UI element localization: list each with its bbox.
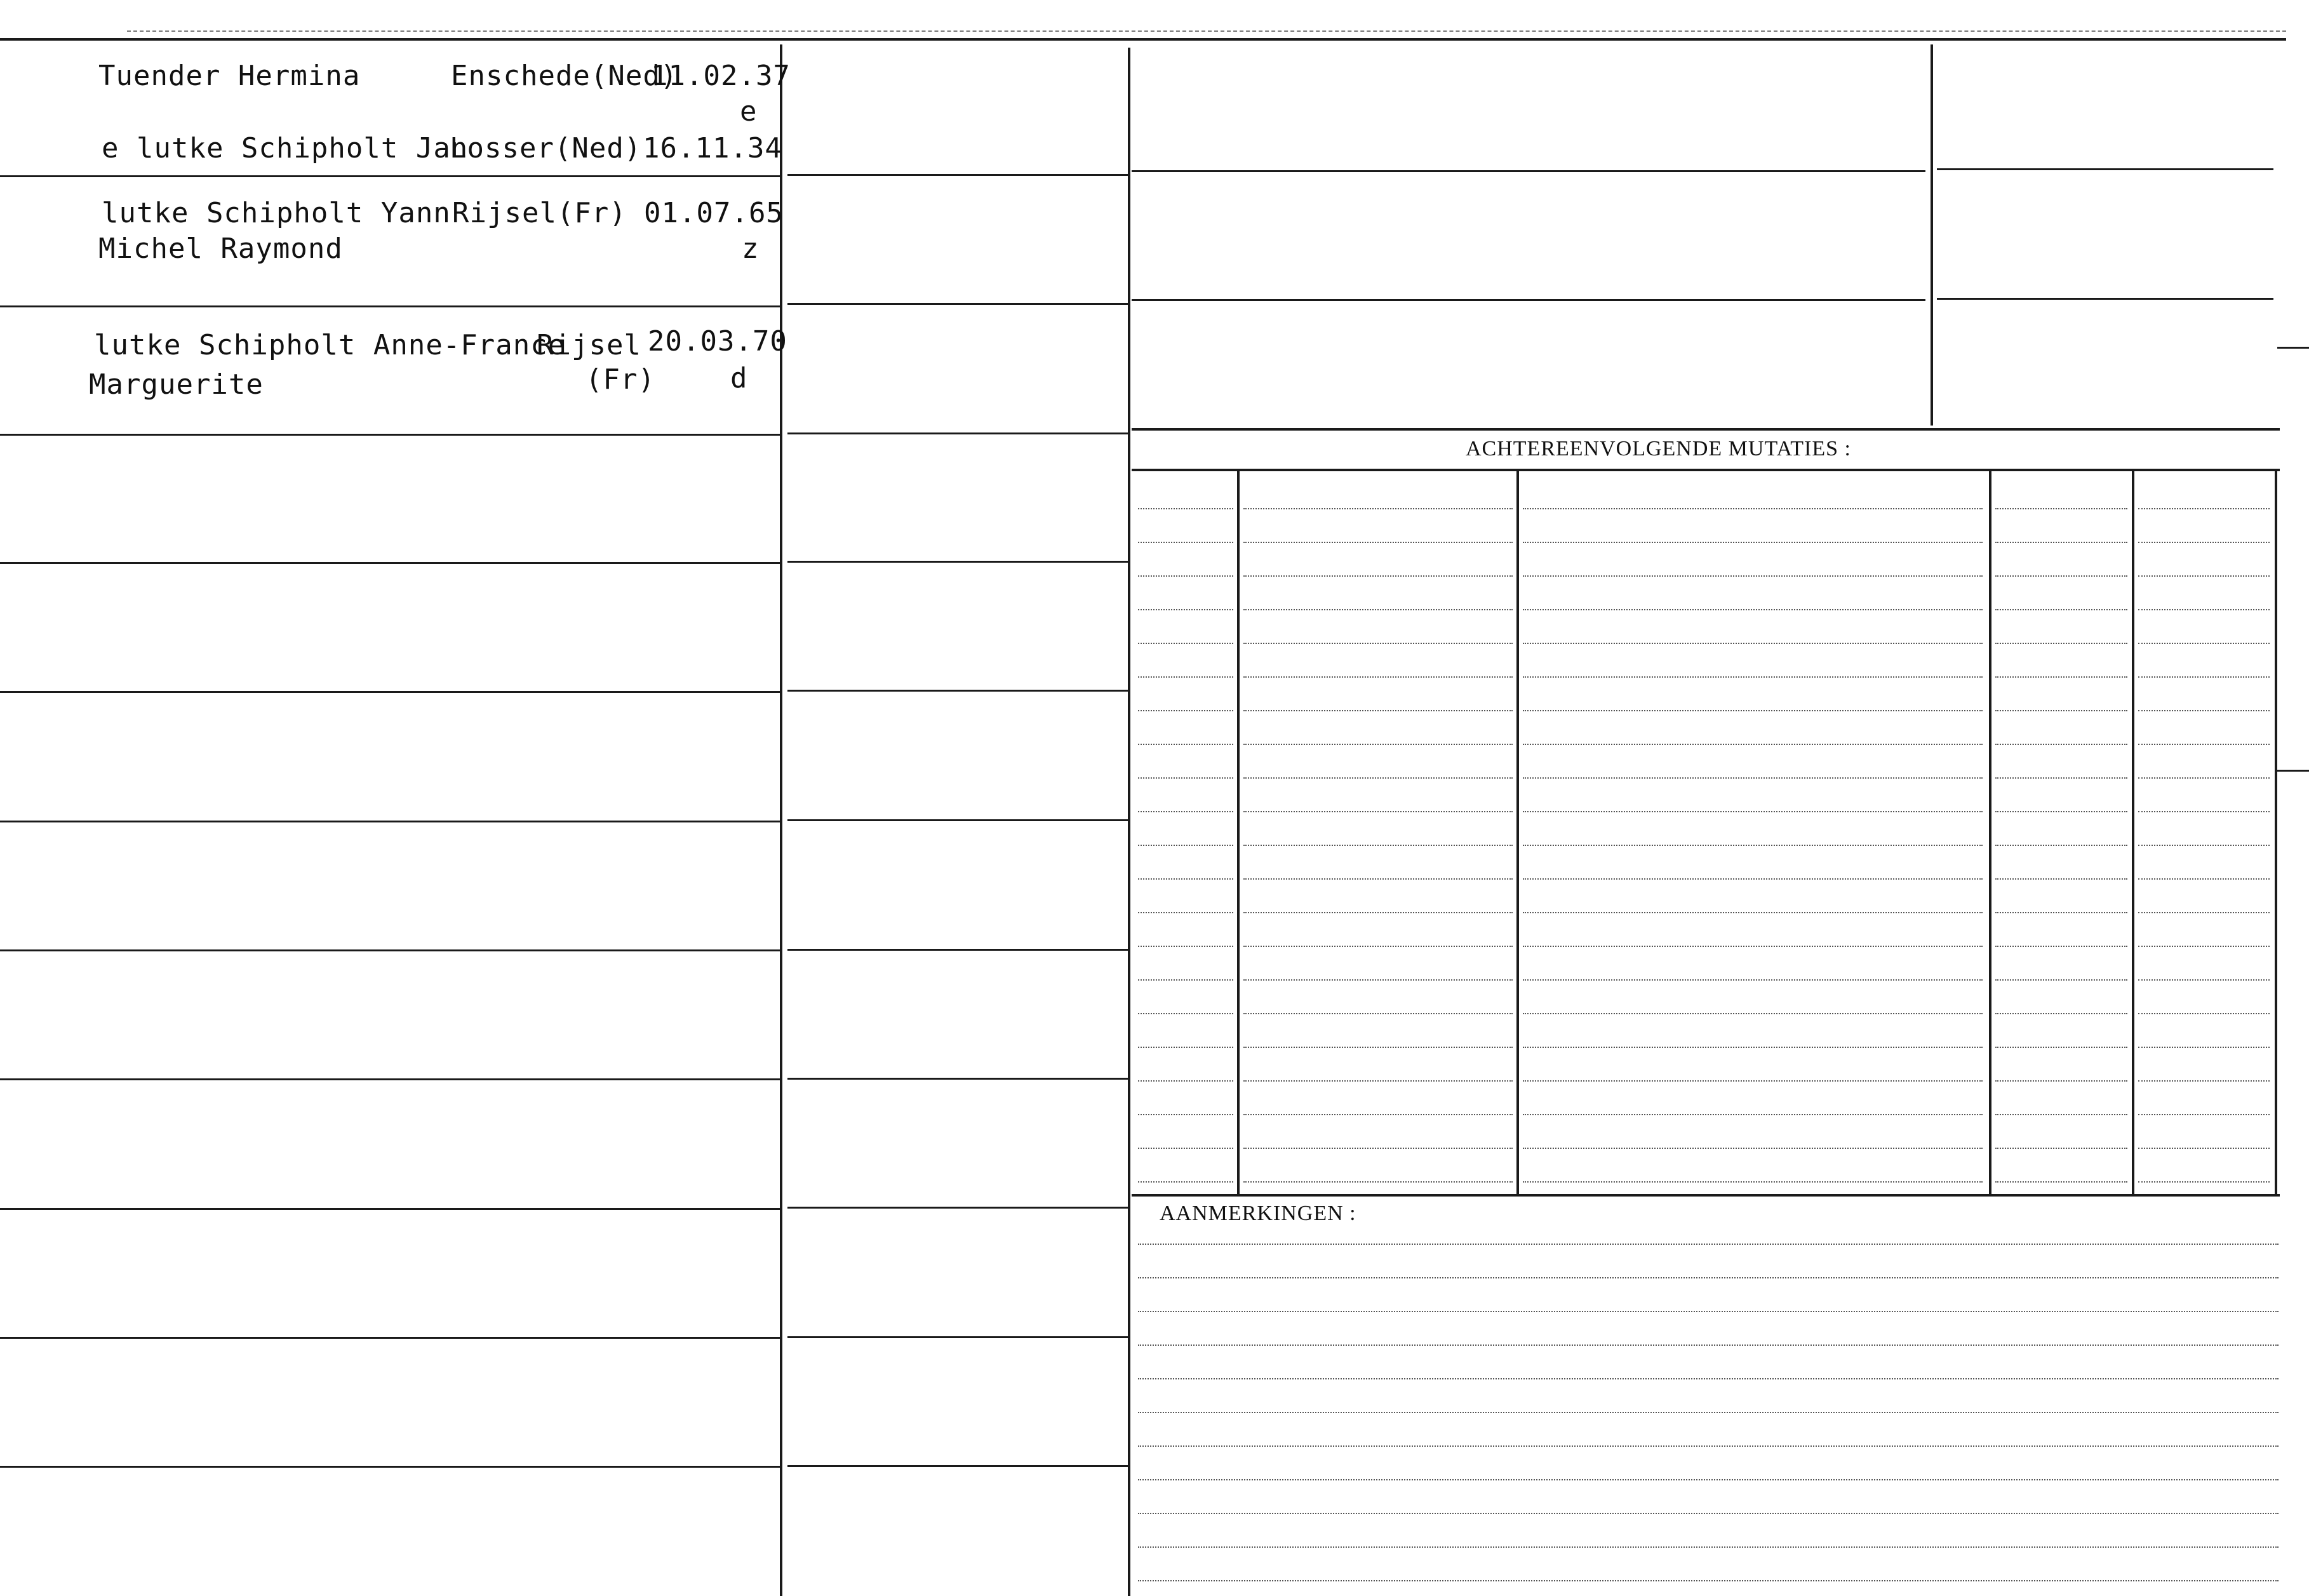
remarks-rule [1138, 1311, 2279, 1312]
mutations-rule [1243, 811, 1513, 812]
mutations-col-divider [1989, 471, 1991, 1194]
entry-date: 01.07.65 [644, 197, 784, 229]
entry-date: 16.11.34 [643, 132, 782, 164]
entry-mark: e [740, 95, 758, 128]
mutations-rule [1523, 811, 1983, 812]
mutations-rule [1243, 1114, 1513, 1115]
mutations-rule [1995, 609, 2127, 610]
mutations-grid [1132, 471, 2280, 1195]
mutations-rule [1138, 878, 1233, 880]
middle-row-line [787, 690, 1128, 692]
entry-name: lutke Schipholt Yann [102, 197, 451, 229]
left-column-divider [780, 44, 782, 1596]
mutations-rule [1138, 609, 1233, 610]
left-row-line [0, 305, 780, 307]
mutations-rule [1138, 1181, 1233, 1183]
entry-mark: d [730, 362, 748, 394]
mutations-rule [1995, 1013, 2127, 1014]
remarks-rule [1138, 1412, 2279, 1413]
mutations-rule [2138, 979, 2270, 981]
mutations-rule [1138, 710, 1233, 711]
mutations-rule [1523, 710, 1983, 711]
mutations-rule [2138, 777, 2270, 779]
entry-name: Tuender Hermina [98, 60, 361, 92]
mutations-rule [2138, 1148, 2270, 1149]
mutations-rule [1138, 542, 1233, 543]
mutations-rule [2138, 575, 2270, 577]
entry-birthplace: Losser(Ned) [450, 132, 642, 164]
mutations-rule [1995, 811, 2127, 812]
mutations-col-divider [2275, 471, 2277, 1194]
mutations-rule [1995, 1181, 2127, 1183]
mutations-rule [1138, 979, 1233, 981]
mutations-rule [1523, 1047, 1983, 1048]
mutations-rule [1523, 878, 1983, 880]
mutations-rule [1243, 676, 1513, 678]
mutations-rule [1995, 542, 2127, 543]
mutations-rule [1995, 1148, 2127, 1149]
upper-right-line [1132, 170, 1925, 172]
mutations-rule [2138, 912, 2270, 913]
mutations-rule [1995, 744, 2127, 745]
mutations-rule [1138, 777, 1233, 779]
mutations-rule [1138, 946, 1233, 947]
mutations-rule [2138, 845, 2270, 846]
middle-row-line [787, 1207, 1128, 1209]
mutations-rule [1138, 643, 1233, 644]
middle-row-line [787, 561, 1128, 563]
mutations-rule [1995, 676, 2127, 678]
mutations-rule [1138, 1047, 1233, 1048]
middle-row-line [787, 1336, 1128, 1338]
mutations-rule [1995, 845, 2127, 846]
upper-right-line [1132, 428, 2280, 431]
middle-row-line [787, 1465, 1128, 1467]
remarks-rule [1138, 1445, 2279, 1447]
mutations-rule [2138, 542, 2270, 543]
mutations-rule [1138, 508, 1233, 509]
entry-birthplace: Rijsel(Fr) [452, 197, 627, 229]
remarks-rule [1138, 1345, 2279, 1346]
mutations-rule [1243, 979, 1513, 981]
mutations-rule [2138, 744, 2270, 745]
mutations-rule [1243, 946, 1513, 947]
top-dashed-line [127, 30, 2286, 32]
mutations-bottom-line [1132, 1194, 2280, 1197]
left-row-line [0, 1078, 780, 1080]
mutations-rule [2138, 1013, 2270, 1014]
mutations-rule [1523, 946, 1983, 947]
mutations-rule [1523, 979, 1983, 981]
middle-row-line [787, 433, 1128, 434]
mutations-rule [1995, 777, 2127, 779]
mutations-rule [1995, 1080, 2127, 1082]
mutations-rule [1138, 676, 1233, 678]
left-row-line [0, 821, 780, 822]
mutations-rule [1243, 1080, 1513, 1082]
mutations-rule [1243, 912, 1513, 913]
left-row-line [0, 1337, 780, 1339]
mutations-rule [1138, 575, 1233, 577]
mutations-rule [2138, 878, 2270, 880]
mutations-rule [1243, 1181, 1513, 1183]
mutations-rule [2138, 508, 2270, 509]
left-row-line [0, 562, 780, 564]
mutations-rule [1995, 1047, 2127, 1048]
mutations-rule [1243, 542, 1513, 543]
entry-name-line2: Marguerite [89, 368, 264, 401]
mutations-rule [1243, 744, 1513, 745]
mutations-rule [1523, 1148, 1983, 1149]
mutations-rule [2138, 676, 2270, 678]
mutations-col-divider [1516, 471, 1519, 1194]
remarks-rule [1138, 1378, 2279, 1379]
mutations-rule [1523, 508, 1983, 509]
entry-birthplace: Rijsel [537, 329, 641, 361]
middle-row-line [787, 819, 1128, 821]
mutations-rule [1243, 1148, 1513, 1149]
mutations-rule [2138, 946, 2270, 947]
mutations-rule [1995, 508, 2127, 509]
left-row-line [0, 949, 780, 951]
mutations-rule [2138, 1114, 2270, 1115]
mutations-rule [2138, 710, 2270, 711]
mutations-heading: ACHTEREENVOLGENDE MUTATIES : [1466, 437, 1851, 460]
mutations-rule [1995, 878, 2127, 880]
remarks-rule [1138, 1546, 2279, 1548]
entry-name: lutke Schipholt Anne-France [94, 329, 566, 361]
mutations-col-divider [1237, 471, 1240, 1194]
entry-birthplace: Enschede(Ned) [451, 60, 678, 92]
mutations-rule [1523, 542, 1983, 543]
mutations-rule [1243, 1013, 1513, 1014]
remarks-rule [1138, 1244, 2279, 1245]
remarks-rule [1138, 1479, 2279, 1480]
mutations-rule [1995, 1114, 2127, 1115]
mutations-rule [1523, 676, 1983, 678]
mutations-rule [2138, 811, 2270, 812]
mutations-rule [1138, 1148, 1233, 1149]
mutations-rule [1243, 643, 1513, 644]
upper-right-line [1937, 298, 2273, 300]
mutations-rule [1523, 1114, 1983, 1115]
left-row-line [0, 691, 780, 693]
mutations-rule [1523, 1181, 1983, 1183]
mutations-rule [1138, 912, 1233, 913]
upper-right-line [1937, 168, 2273, 170]
remarks-rule [1138, 1277, 2279, 1278]
mutations-rule [1995, 979, 2127, 981]
mutations-rule [1995, 946, 2127, 947]
entry-name-line2: Michel Raymond [98, 232, 343, 265]
mutations-col-divider [2132, 471, 2134, 1194]
margin-tick [2277, 347, 2309, 349]
left-row-line [0, 434, 780, 436]
entry-birthplace-line2: (Fr) [586, 363, 655, 396]
mutations-rule [1523, 609, 1983, 610]
left-row-line [0, 175, 780, 177]
mutations-rule [1243, 710, 1513, 711]
entry-date: 11.02.37 [651, 60, 791, 92]
mutations-rule [1138, 845, 1233, 846]
entry-mark: z [742, 232, 760, 265]
mutations-rule [1523, 575, 1983, 577]
middle-row-line [787, 174, 1128, 176]
entry-name: e lutke Schipholt Jan [102, 132, 469, 164]
mutations-rule [1523, 845, 1983, 846]
left-row-line [0, 1208, 780, 1210]
middle-row-line [787, 303, 1128, 305]
remarks-heading: AANMERKINGEN : [1160, 1202, 1356, 1225]
mutations-rule [1523, 1013, 1983, 1014]
mutations-rule [2138, 1181, 2270, 1183]
mutations-rule [1995, 575, 2127, 577]
mutations-rule [1523, 643, 1983, 644]
mutations-rule [1138, 1114, 1233, 1115]
remarks-rule [1138, 1513, 2279, 1514]
mutations-rule [1138, 811, 1233, 812]
mutations-rule [2138, 643, 2270, 644]
mutations-rule [2138, 1080, 2270, 1082]
mutations-rule [2138, 1047, 2270, 1048]
top-border-line [0, 38, 2286, 41]
mutations-rule [1138, 1080, 1233, 1082]
mutations-rule [1995, 912, 2127, 913]
mutations-rule [1243, 777, 1513, 779]
left-row-line [0, 1466, 780, 1468]
mutations-rule [1243, 845, 1513, 846]
mutations-rule [2138, 609, 2270, 610]
upper-right-divider [1931, 44, 1933, 426]
middle-column-divider [1128, 48, 1130, 1596]
mutations-rule [1523, 1080, 1983, 1082]
mutations-rule [1995, 710, 2127, 711]
entry-date: 20.03.70 [648, 325, 787, 358]
middle-row-line [787, 1078, 1128, 1080]
mutations-rule [1243, 575, 1513, 577]
mutations-rule [1243, 508, 1513, 509]
mutations-rule [1138, 744, 1233, 745]
middle-row-line [787, 949, 1128, 951]
mutations-rule [1243, 609, 1513, 610]
mutations-rule [1523, 912, 1983, 913]
mutations-rule [1243, 1047, 1513, 1048]
mutations-rule [1995, 643, 2127, 644]
remarks-rule [1138, 1580, 2279, 1581]
mutations-rule [1523, 744, 1983, 745]
upper-right-line [1132, 299, 1925, 301]
margin-tick [2277, 770, 2309, 772]
mutations-rule [1243, 878, 1513, 880]
mutations-rule [1138, 1013, 1233, 1014]
mutations-rule [1523, 777, 1983, 779]
